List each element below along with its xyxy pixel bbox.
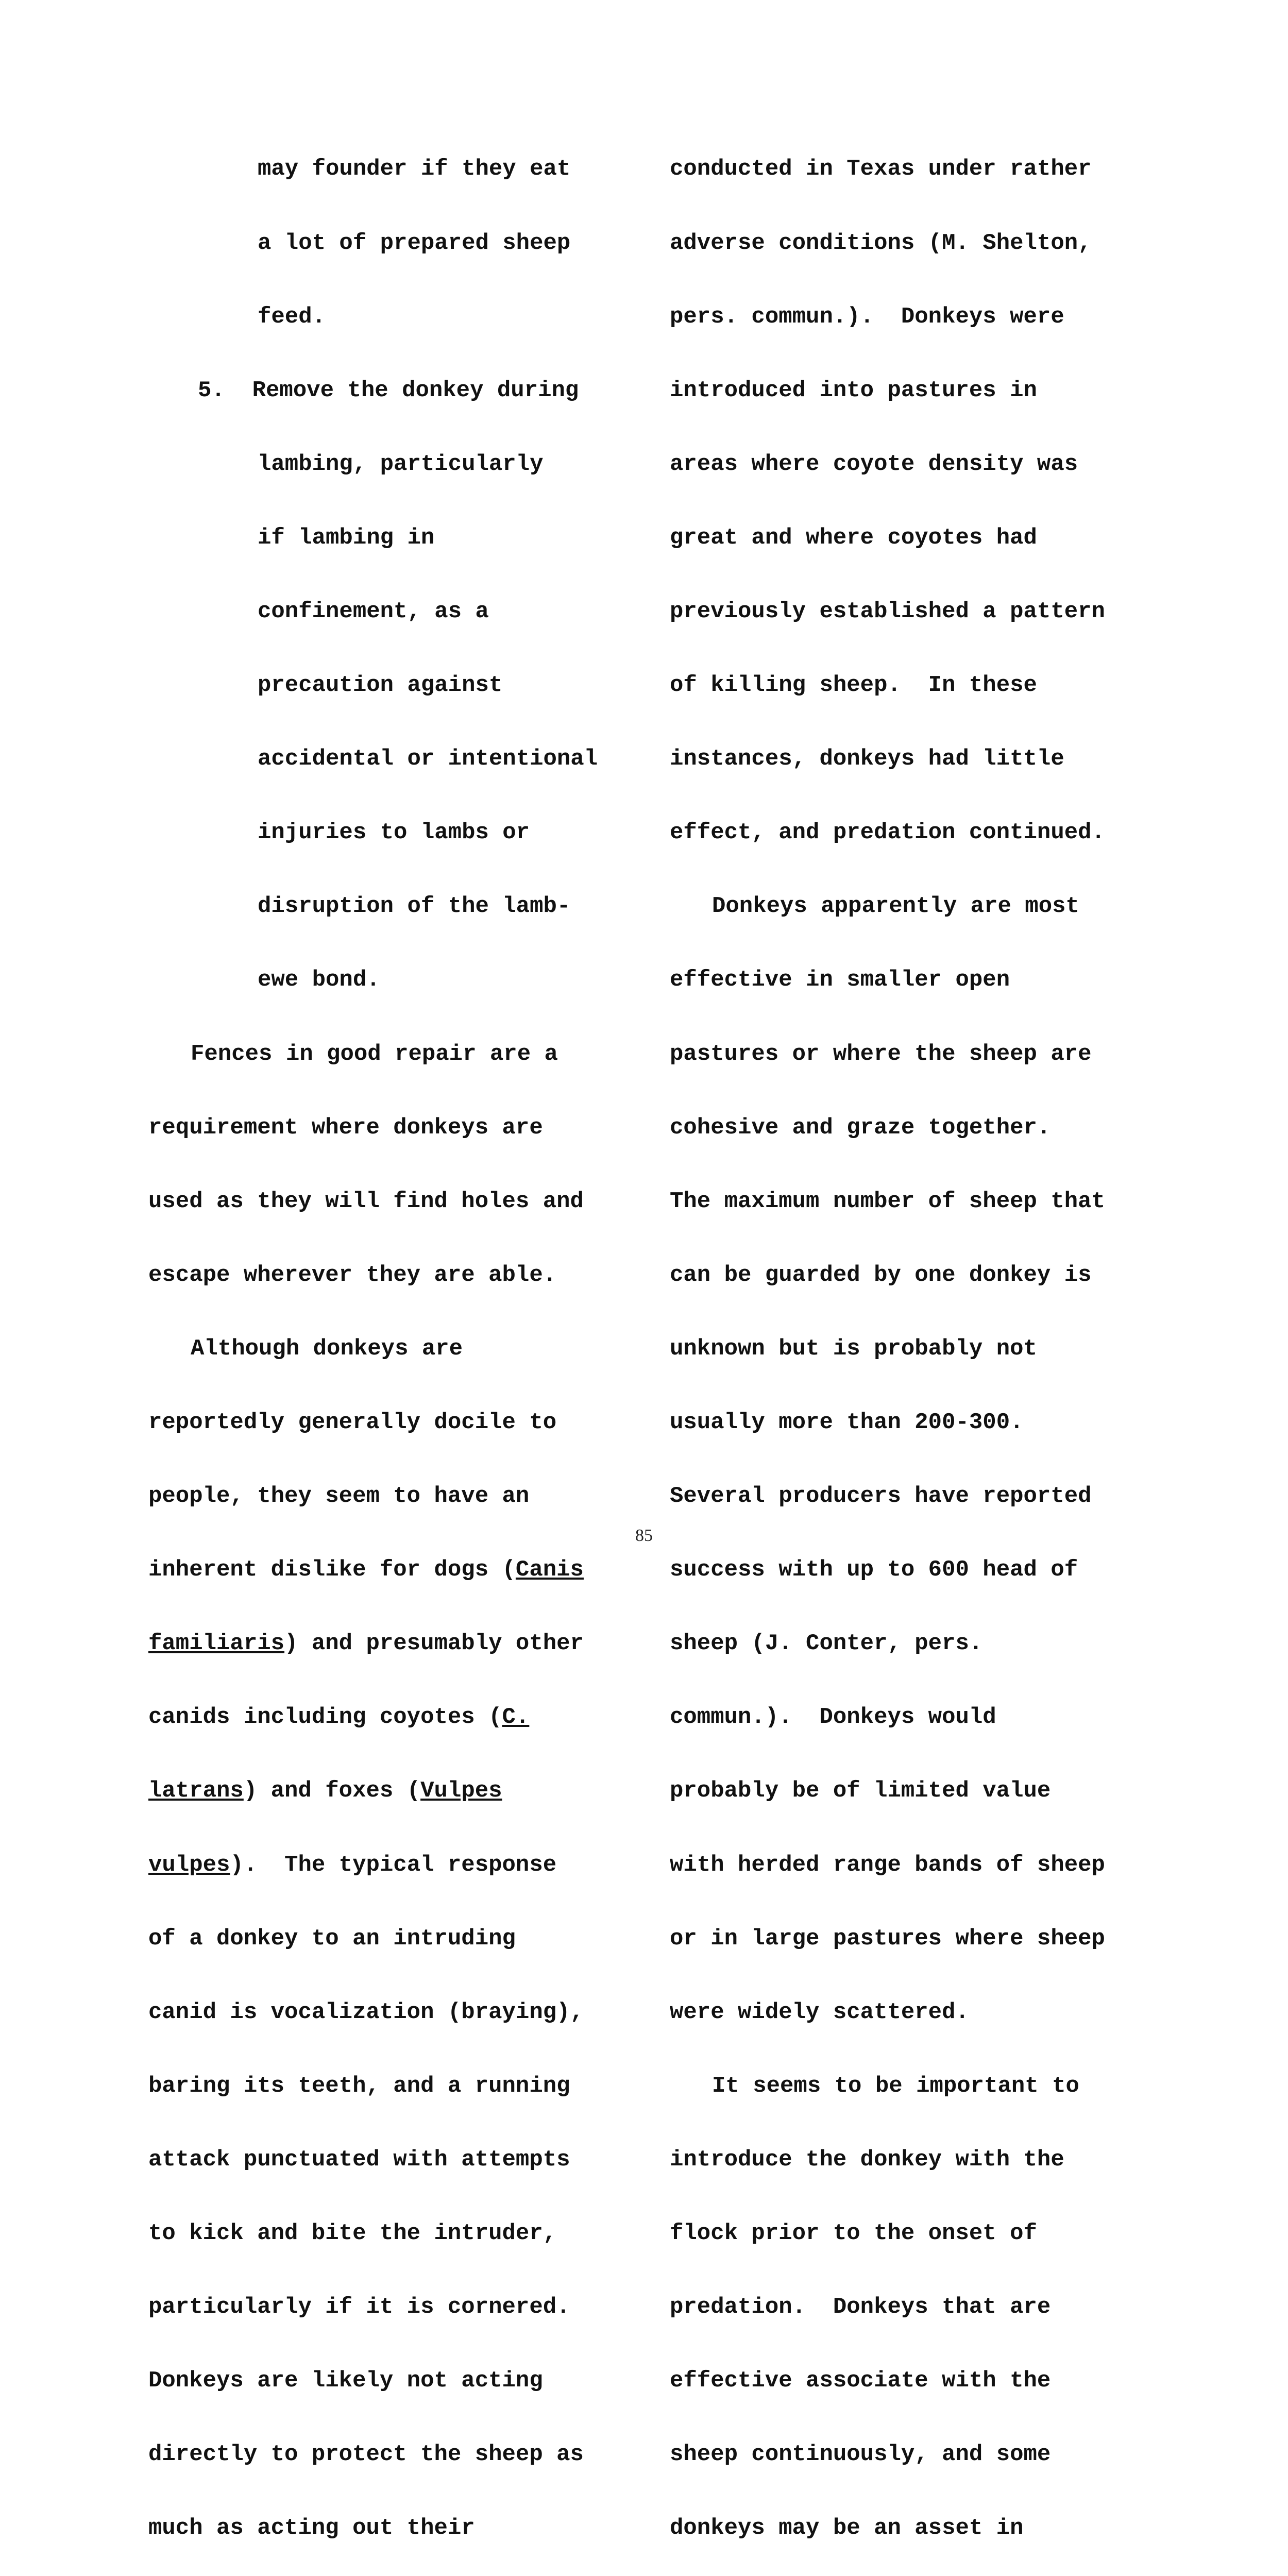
text-span: inherent dislike for dogs ( — [148, 1557, 516, 1583]
text-line: introduced into pastures in — [670, 377, 1037, 403]
text-line — [148, 1558, 633, 1583]
text-line: a lot of prepared sheep — [258, 230, 571, 256]
text-line: used as they will find holes and — [148, 1188, 584, 1214]
text-line — [148, 1779, 633, 1804]
text-line — [148, 1632, 633, 1656]
text-span: ) and presumably other — [284, 1631, 584, 1657]
text-line: areas where coyote density was — [670, 451, 1078, 477]
left-column — [148, 108, 633, 2576]
text-line: particularly if it is cornered. — [148, 2294, 570, 2320]
text-line: sheep (J. Conter, pers. — [670, 1631, 983, 1657]
text-line: confinement, as a — [258, 598, 489, 624]
text-line: usually more than 200-300. — [670, 1410, 1024, 1435]
text-line: injuries to lambs or — [258, 820, 530, 846]
species-name: familiaris — [148, 1631, 285, 1657]
text-line: ewe bond. — [258, 967, 380, 993]
text-line: Several producers have reported — [670, 1483, 1092, 1510]
text-line: or in large pastures where sheep — [670, 1925, 1105, 1952]
text-line: reportedly generally docile to — [148, 1410, 557, 1435]
text-line: people, they seem to have an — [148, 1483, 530, 1510]
list-item-4-continued: may founder if they eat — [258, 156, 571, 182]
text-line: attack punctuated with attempts — [148, 2146, 570, 2173]
text-line: baring its teeth, and a running — [148, 2073, 570, 2099]
text-line: much as acting out their — [148, 2515, 475, 2541]
right-column — [670, 108, 1164, 2576]
species-name: vulpes — [148, 1852, 230, 1878]
species-name: latrans — [148, 1778, 244, 1804]
species-name: Canis — [515, 1557, 584, 1583]
text-line: of a donkey to an intruding — [148, 1925, 516, 1952]
text-span: canids including coyotes ( — [148, 1704, 502, 1731]
text-line: success with up to 600 head of — [670, 1557, 1078, 1583]
text-line: unknown but is probably not — [670, 1335, 1037, 1362]
text-line: Donkeys are likely not acting — [148, 2368, 543, 2394]
text-line: if lambing in — [258, 524, 435, 551]
paragraph-start: Although donkeys are — [191, 1335, 463, 1362]
text-line: disruption of the lamb- — [258, 893, 571, 920]
text-line: commun.). Donkeys would — [670, 1704, 996, 1731]
text-line: conducted in Texas under rather — [670, 156, 1092, 182]
list-item-5: 5. Remove the donkey during — [198, 377, 579, 403]
text-line: predation. Donkeys that are — [670, 2294, 1051, 2320]
text-line: flock prior to the onset of — [670, 2221, 1037, 2247]
text-line: can be guarded by one donkey is — [670, 1262, 1092, 1288]
text-line: canid is vocalization (braying), — [148, 1999, 584, 2025]
text-line: previously established a pattern — [670, 598, 1105, 624]
text-line: instances, donkeys had little — [670, 746, 1064, 772]
text-line: great and where coyotes had — [670, 524, 1037, 551]
text-line: accidental or intentional — [258, 746, 598, 772]
text-line: directly to protect the sheep as — [148, 2442, 584, 2468]
text-span: ). The typical response — [230, 1852, 557, 1878]
text-line: effect, and predation continued. — [670, 820, 1105, 846]
paragraph-start: Fences in good repair are a — [191, 1041, 558, 1067]
text-line: probably be of limited value — [670, 1778, 1051, 1804]
species-name: Vulpes — [420, 1778, 502, 1804]
paragraph-start: Donkeys apparently are most — [712, 893, 1079, 920]
text-line: with herded range bands of sheep — [670, 1852, 1105, 1878]
text-line: sheep continuously, and some — [670, 2442, 1051, 2468]
text-line: cohesive and graze together. — [670, 1114, 1051, 1141]
text-line: were widely scattered. — [670, 1999, 969, 2025]
text-line: effective associate with the — [670, 2368, 1051, 2394]
text-line: effective in smaller open — [670, 967, 1010, 993]
text-line: pers. commun.). Donkeys were — [670, 303, 1064, 330]
text-line: feed. — [258, 303, 326, 330]
text-line — [148, 1853, 633, 1878]
text-span: ) and foxes ( — [243, 1778, 421, 1804]
text-line — [148, 1705, 633, 1730]
text-line: The maximum number of sheep that — [670, 1188, 1105, 1214]
text-line: of killing sheep. In these — [670, 672, 1037, 699]
text-line: lambing, particularly — [258, 451, 544, 477]
text-line: donkeys may be an asset in — [670, 2515, 1024, 2541]
text-line: adverse conditions (M. Shelton, — [670, 230, 1092, 256]
text-line: to kick and bite the intruder, — [148, 2221, 557, 2247]
text-line: pastures or where the sheep are — [670, 1041, 1092, 1067]
paragraph-start: It seems to be important to — [712, 2073, 1079, 2099]
species-name: C. — [502, 1704, 530, 1731]
text-line: requirement where donkeys are — [148, 1114, 543, 1141]
text-line: introduce the donkey with the — [670, 2146, 1064, 2173]
page-number: 85 — [635, 1526, 653, 1545]
text-line: precaution against — [258, 672, 503, 699]
text-line: escape wherever they are able. — [148, 1262, 557, 1288]
